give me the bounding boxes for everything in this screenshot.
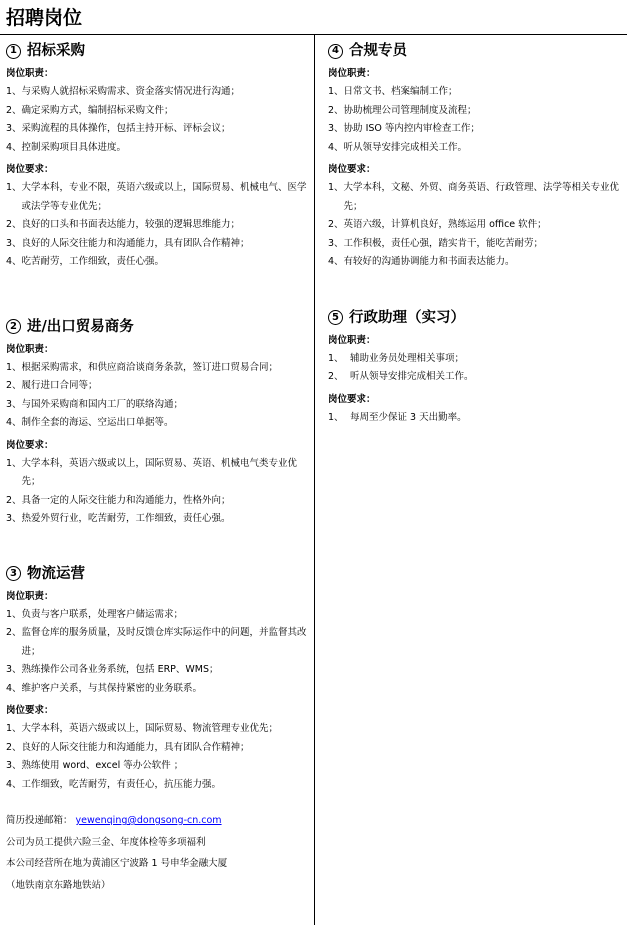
section-logistics: [6, 563, 308, 795]
item-text: 热爱外贸行业，吃苦耐劳，工作细致，责任心强。: [21, 513, 231, 524]
duty-item: [6, 359, 308, 378]
section-number-badge: 2: [6, 319, 21, 334]
item-marker: 1、: [328, 86, 344, 97]
section-title: [328, 40, 624, 62]
item-text: 日常文书、档案编制工作；: [343, 86, 458, 97]
duty-item: [6, 83, 308, 102]
item-text: 听从领导安排完成相关工作。: [343, 141, 468, 153]
item-marker: 4、: [6, 256, 22, 267]
right-column: [328, 40, 624, 427]
item-marker: 1、: [6, 723, 22, 734]
requirement-item: [328, 253, 624, 272]
requirement-heading: 岗位要求：: [328, 393, 376, 405]
item-marker: 1、: [6, 86, 22, 97]
item-marker: 2、: [328, 104, 344, 116]
requirement-item: [328, 179, 624, 216]
item-marker: 4、: [6, 778, 22, 790]
section-title-text: 物流运营: [27, 564, 85, 582]
item-text: 大学本科，文秘、外贸、商务英语、行政管理、法学等相关专业优先；: [343, 182, 620, 212]
requirement-item: [6, 492, 308, 511]
email-link[interactable]: yewenqing@dongsong-cn.com: [75, 815, 222, 826]
item-marker: 4、: [6, 417, 22, 428]
section-number-badge: 4: [328, 44, 343, 59]
item-marker: 4、: [6, 141, 22, 153]
item-marker: 2、: [6, 741, 22, 753]
item-marker: 1、: [6, 182, 22, 193]
item-text: 有较好的沟通协调能力和书面表达能力。: [343, 256, 515, 267]
requirement-item: [6, 235, 308, 254]
item-text: 听从领导安排完成相关工作。: [350, 371, 474, 382]
duty-item: [328, 368, 624, 387]
duty-item: [328, 120, 624, 139]
section-title: [6, 40, 308, 62]
item-text: 维护客户关系，与其保持紧密的业务联系。: [21, 682, 203, 694]
duty-heading: 岗位职责：: [6, 68, 54, 79]
section-title-text: 进/出口贸易商务: [27, 317, 134, 335]
requirement-item: [6, 739, 308, 758]
item-text: 熟练使用 word、excel 等办公软件 ；: [21, 760, 184, 771]
item-text: 履行进口合同等；: [21, 380, 98, 391]
item-text: 工作细致，吃苦耐劳，有责任心，抗压能力强。: [21, 778, 222, 790]
section-title-text: 行政助理（实习）: [349, 308, 465, 326]
item-marker: 2、: [6, 104, 22, 116]
item-text: 协助梳理公司管理制度及流程；: [343, 104, 477, 116]
item-text: 吃苦耐劳，工作细致，责任心强。: [21, 256, 165, 267]
item-text: 具备一定的人际交往能力和沟通能力，性格外向；: [21, 494, 231, 506]
item-text: 良好的人际交往能力和沟通能力，具有团队合作精神；: [21, 237, 250, 249]
duty-heading: 岗位职责：: [6, 590, 54, 602]
requirement-item: [328, 216, 624, 235]
duty-item: [6, 624, 308, 661]
duty-item: [328, 102, 624, 121]
requirement-item: [6, 179, 308, 216]
section-procurement: [6, 40, 308, 272]
item-text: 制作全套的海运、空运出口单据等。: [21, 417, 174, 428]
email-label: 简历投递邮箱：: [6, 815, 73, 826]
duty-item: [328, 139, 624, 158]
duty-heading: 岗位职责：: [6, 343, 54, 355]
requirement-item: [6, 776, 308, 795]
duty-item: [6, 414, 308, 433]
item-marker: 3、: [6, 398, 22, 410]
item-text: 根据采购需求，和供应商洽谈商务条款，签订进口贸易合同；: [21, 361, 279, 373]
duty-item: [6, 120, 308, 139]
requirement-heading: 岗位要求：: [6, 705, 54, 716]
duty-item: [6, 661, 308, 680]
section-admin-assistant: [328, 307, 624, 428]
requirement-item: [6, 455, 308, 492]
duty-item: [328, 350, 624, 369]
item-marker: 3、: [6, 760, 22, 771]
requirement-heading: 岗位要求：: [6, 164, 54, 175]
item-marker: 2、: [328, 371, 344, 382]
item-text: 大学本科，英语六级或以上，国际贸易、物流管理专业优先；: [21, 723, 279, 734]
item-text: 确定采购方式，编制招标采购文件；: [21, 104, 174, 116]
section-number-badge: 1: [6, 44, 21, 59]
item-text: 负责与客户联系，处理客户储运需求；: [21, 608, 184, 620]
item-marker: 3、: [6, 664, 22, 675]
item-text: 英语六级，计算机良好，熟练运用 office 软件；: [343, 219, 547, 230]
item-text: 与国外采购商和国内工厂的联络沟通；: [21, 398, 184, 410]
requirement-item: [6, 757, 308, 776]
item-marker: 2、: [6, 494, 22, 506]
item-marker: 3、: [6, 237, 22, 249]
section-title: [328, 307, 624, 329]
item-marker: 3、: [328, 123, 344, 134]
requirement-heading: 岗位要求：: [328, 164, 376, 175]
requirement-item: [6, 253, 308, 272]
benefits-text: 公司为员工提供六险三金、年度体检等多项福利: [6, 836, 206, 848]
requirement-heading: 岗位要求：: [6, 439, 54, 451]
section-title: [6, 316, 308, 338]
item-marker: 3、: [328, 237, 344, 249]
duty-item: [6, 139, 308, 158]
item-marker: 1、: [328, 182, 344, 193]
duty-item: [6, 680, 308, 699]
duty-item: [328, 83, 624, 102]
item-marker: 1、: [328, 352, 344, 364]
item-text: 工作积极，责任心强，踏实肯干，能吃苦耐劳；: [343, 237, 544, 249]
item-marker: 2、: [6, 219, 22, 230]
item-marker: 1、: [6, 608, 22, 620]
left-column: [6, 40, 308, 794]
contact-footer: [6, 810, 306, 896]
item-marker: 3、: [6, 513, 22, 524]
duty-item: [6, 102, 308, 121]
section-compliance: [328, 40, 624, 272]
page-title: 招聘岗位: [6, 7, 83, 29]
item-text: 大学本科，专业不限，英语六级或以上，国际贸易、机械电气、医学或法学等专业优先；: [21, 182, 307, 212]
item-text: 每周至少保证 3 天出勤率。: [350, 411, 467, 423]
item-text: 良好的人际交往能力和沟通能力，具有团队合作精神；: [21, 741, 250, 753]
section-title: [6, 563, 308, 585]
column-divider: [314, 35, 315, 925]
section-number-badge: 3: [6, 566, 21, 581]
item-text: 熟练操作公司各业务系统，包括 ERP、WMS；: [21, 664, 219, 675]
item-marker: 2、: [6, 627, 22, 638]
section-trade: [6, 316, 308, 529]
item-text: 辅助业务员处理相关事项；: [350, 352, 465, 364]
duty-heading: 岗位职责：: [328, 68, 376, 79]
duty-heading: 岗位职责：: [328, 334, 376, 346]
metro-text: （地铁南京东路地铁站）: [6, 879, 111, 891]
requirement-item: [328, 409, 624, 428]
item-marker: 1、: [328, 411, 344, 423]
section-title-text: 招标采购: [27, 42, 85, 59]
item-marker: 4、: [328, 256, 344, 267]
duty-item: [6, 396, 308, 415]
requirement-item: [6, 720, 308, 739]
item-text: 良好的口头和书面表达能力，较强的逻辑思维能力；: [21, 219, 241, 230]
item-marker: 1、: [6, 457, 22, 469]
address-text: 本公司经营所在地为黄浦区宁波路 1 号申华金融大厦: [6, 858, 228, 869]
section-number-badge: 5: [328, 310, 343, 325]
item-text: 采购流程的具体操作，包括主持开标、评标会议；: [21, 123, 231, 134]
item-text: 监督仓库的服务质量，及时反馈仓库实际运作中的问题，并监督其改进；: [21, 627, 307, 657]
requirement-item: [6, 216, 308, 235]
requirement-item: [6, 510, 308, 529]
requirement-item: [328, 235, 624, 254]
duty-item: [6, 377, 308, 396]
email-line: [6, 810, 306, 832]
item-text: 控制采购项目具体进度。: [21, 141, 127, 153]
item-text: 大学本科，英语六级或以上，国际贸易、英语、机械电气类专业优先；: [21, 457, 298, 487]
item-marker: 3、: [6, 123, 22, 134]
section-title-text: 合规专员: [349, 42, 407, 59]
item-marker: 4、: [328, 141, 344, 153]
duty-item: [6, 606, 308, 625]
item-marker: 2、: [328, 219, 344, 230]
item-marker: 1、: [6, 361, 22, 373]
item-marker: 4、: [6, 682, 22, 694]
item-marker: 2、: [6, 380, 22, 391]
item-text: 协助 ISO 等内控内审检查工作；: [343, 123, 480, 134]
item-text: 与采购人就招标采购需求、资金落实情况进行沟通；: [21, 86, 241, 97]
